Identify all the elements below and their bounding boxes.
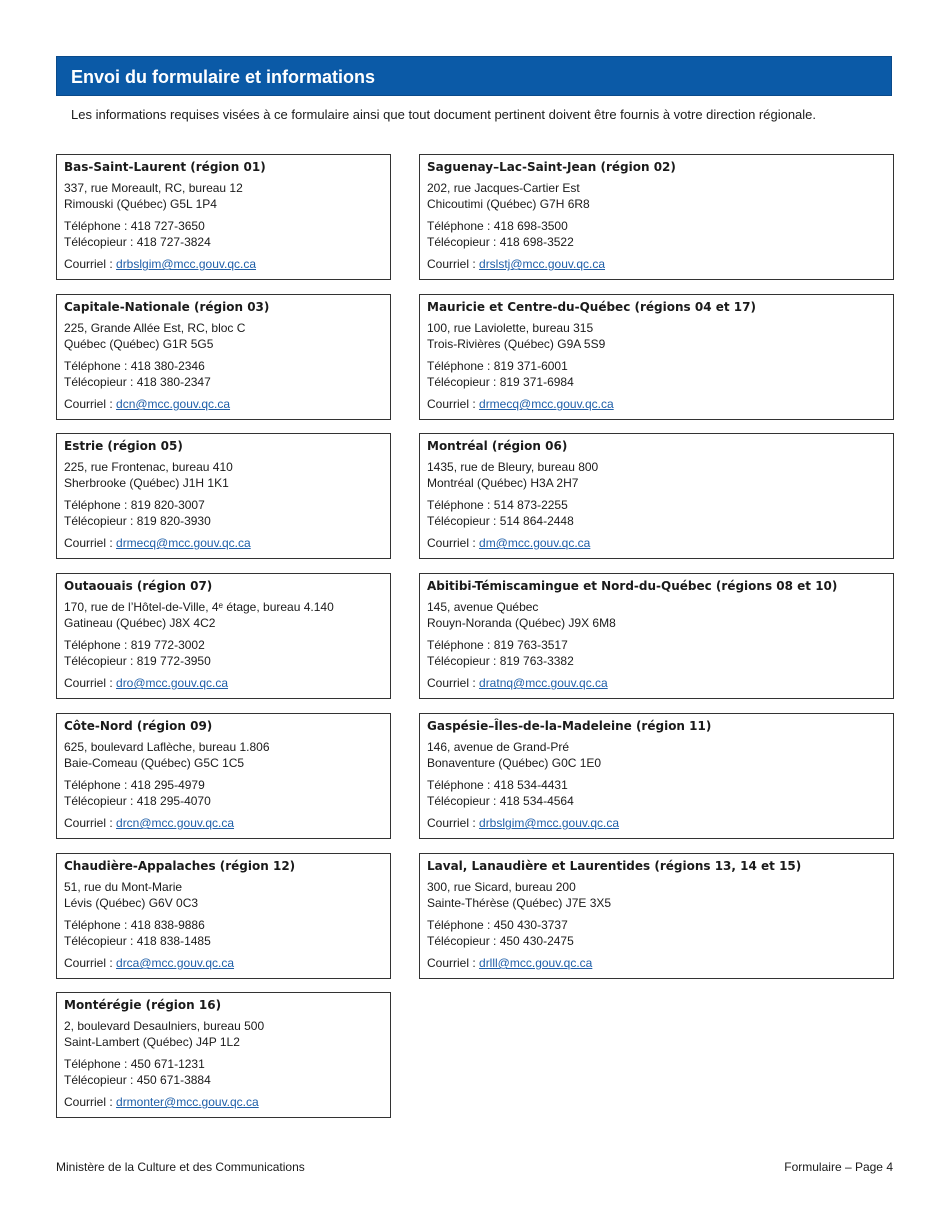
region-title: Outaouais (région 07)	[64, 579, 213, 593]
spacer	[427, 631, 886, 638]
email-link[interactable]: drca@mcc.gouv.qc.ca	[116, 956, 235, 970]
footer-ministry: Ministère de la Culture et des Communications	[56, 1160, 305, 1174]
email-link[interactable]: drlll@mcc.gouv.qc.ca	[479, 956, 593, 970]
spacer	[64, 250, 383, 257]
section-title: Envoi du formulaire et informations	[71, 67, 376, 87]
spacer	[427, 911, 886, 918]
region-card	[56, 154, 391, 280]
email-line	[64, 257, 383, 273]
phone-number: Téléphone : 418 838-9886	[64, 918, 205, 932]
spacer	[64, 529, 383, 536]
email-label: Courriel :	[64, 816, 117, 830]
spacer	[427, 250, 886, 257]
address-line-2: Chicoutimi (Québec) G7H 6R8	[427, 196, 590, 211]
address-line-1: 625, boulevard Laflèche, bureau 1.806	[64, 740, 270, 754]
address-line-2: Trois-Rivières (Québec) G9A 5S9	[427, 336, 606, 351]
address-line-2: Baie-Comeau (Québec) G5C 1C5	[64, 755, 245, 770]
spacer	[427, 771, 886, 778]
address-line-2: Rimouski (Québec) G5L 1P4	[64, 196, 217, 211]
email-line	[427, 956, 886, 972]
address-line-2: Sherbrooke (Québec) J1H 1K1	[64, 475, 229, 490]
email-link[interactable]: drbslgim@mcc.gouv.qc.ca	[116, 257, 257, 271]
email-line	[64, 956, 383, 972]
spacer	[64, 669, 383, 676]
region-card	[419, 573, 894, 699]
region-title: Montérégie (région 16)	[64, 998, 222, 1012]
email-link[interactable]: dro@mcc.gouv.qc.ca	[116, 676, 229, 690]
region-title: Côte-Nord (région 09)	[64, 719, 213, 733]
address-line-1: 202, rue Jacques-Cartier Est	[427, 181, 580, 195]
region-title: Saguenay–Lac-Saint-Jean (région 02)	[427, 160, 676, 174]
email-line	[64, 397, 383, 413]
section-header	[56, 56, 892, 96]
region-title: Estrie (région 05)	[64, 439, 183, 453]
footer-page-number: Formulaire – Page 4	[784, 1160, 893, 1174]
spacer	[64, 1088, 383, 1095]
spacer	[427, 529, 886, 536]
fax-number: Télécopieur : 418 698-3522	[427, 234, 574, 249]
region-title: Montréal (région 06)	[427, 439, 568, 453]
phone-number: Téléphone : 418 295-4979	[64, 778, 205, 792]
region-card	[419, 154, 894, 280]
region-title: Abitibi-Témiscamingue et Nord-du-Québec (régions 08 et 10)	[427, 579, 838, 593]
spacer	[427, 212, 886, 219]
intro-text: Les informations requises visées à ce formulaire ainsi que tout document pertinent doivent être fournis à votre direction régionale.	[71, 107, 817, 122]
address-line-2: Gatineau (Québec) J8X 4C2	[64, 615, 216, 630]
email-label: Courriel :	[427, 816, 480, 830]
address-line-1: 100, rue Laviolette, bureau 315	[427, 321, 594, 335]
email-line	[427, 536, 886, 552]
spacer	[64, 1050, 383, 1057]
email-link[interactable]: drmecq@mcc.gouv.qc.ca	[116, 536, 251, 550]
spacer	[427, 809, 886, 816]
phone-number: Téléphone : 819 772-3002	[64, 638, 205, 652]
email-line	[64, 816, 383, 832]
address-line-2: Lévis (Québec) G6V 0C3	[64, 895, 199, 910]
phone-number: Téléphone : 450 671-1231	[64, 1057, 205, 1071]
fax-number: Télécopieur : 819 371-6984	[427, 374, 574, 389]
phone-number: Téléphone : 418 380-2346	[64, 359, 205, 373]
address-line-1: 51, rue du Mont-Marie	[64, 880, 183, 894]
phone-number: Téléphone : 418 534-4431	[427, 778, 568, 792]
spacer	[64, 949, 383, 956]
region-card	[419, 433, 894, 559]
region-card	[56, 294, 391, 420]
region-card	[56, 433, 391, 559]
spacer	[64, 631, 383, 638]
email-line	[427, 676, 886, 692]
spacer	[64, 352, 383, 359]
fax-number: Télécopieur : 418 727-3824	[64, 234, 211, 249]
email-label: Courriel :	[64, 536, 117, 550]
email-line	[427, 257, 886, 273]
address-line-2: Bonaventure (Québec) G0C 1E0	[427, 755, 602, 770]
region-title: Gaspésie–Îles-de-la-Madeleine (région 11)	[427, 719, 712, 733]
address-line-2: Québec (Québec) G1R 5G5	[64, 336, 214, 351]
email-link[interactable]: drbslgim@mcc.gouv.qc.ca	[479, 816, 620, 830]
address-line-1: 300, rue Sicard, bureau 200	[427, 880, 576, 894]
email-link[interactable]: drslstj@mcc.gouv.qc.ca	[479, 257, 606, 271]
email-label: Courriel :	[427, 257, 480, 271]
region-card	[56, 573, 391, 699]
region-card	[419, 294, 894, 420]
fax-number: Télécopieur : 418 838-1485	[64, 933, 211, 948]
email-label: Courriel :	[64, 956, 117, 970]
email-link[interactable]: drmecq@mcc.gouv.qc.ca	[479, 397, 614, 411]
fax-number: Télécopieur : 450 430-2475	[427, 933, 574, 948]
spacer	[64, 212, 383, 219]
spacer	[427, 390, 886, 397]
email-link[interactable]: dcn@mcc.gouv.qc.ca	[116, 397, 231, 411]
region-card	[56, 713, 391, 839]
email-label: Courriel :	[64, 676, 117, 690]
email-label: Courriel :	[64, 1095, 117, 1109]
fax-number: Télécopieur : 819 763-3382	[427, 653, 574, 668]
region-title: Laval, Lanaudière et Laurentides (régions 13, 14 et 15)	[427, 859, 802, 873]
email-link[interactable]: drcn@mcc.gouv.qc.ca	[116, 816, 235, 830]
region-title: Bas-Saint-Laurent (région 01)	[64, 160, 266, 174]
fax-number: Télécopieur : 418 380-2347	[64, 374, 211, 389]
email-link[interactable]: dratnq@mcc.gouv.qc.ca	[479, 676, 608, 690]
address-line-2: Sainte-Thérèse (Québec) J7E 3X5	[427, 895, 612, 910]
email-label: Courriel :	[64, 257, 117, 271]
fax-number: Télécopieur : 514 864-2448	[427, 513, 574, 528]
region-card	[419, 853, 894, 979]
phone-number: Téléphone : 819 763-3517	[427, 638, 568, 652]
email-label: Courriel :	[427, 536, 480, 550]
spacer	[64, 491, 383, 498]
address-line-1: 1435, rue de Bleury, bureau 800	[427, 460, 599, 474]
address-line-2: Rouyn-Noranda (Québec) J9X 6M8	[427, 615, 616, 630]
spacer	[427, 491, 886, 498]
address-line-2: Saint-Lambert (Québec) J4P 1L2	[64, 1034, 240, 1049]
spacer	[64, 771, 383, 778]
fax-number: Télécopieur : 450 671-3884	[64, 1072, 211, 1087]
fax-number: Télécopieur : 819 772-3950	[64, 653, 211, 668]
region-title: Chaudière-Appalaches (région 12)	[64, 859, 296, 873]
email-line	[427, 816, 886, 832]
email-line	[427, 397, 886, 413]
email-link[interactable]: dm@mcc.gouv.qc.ca	[479, 536, 591, 550]
spacer	[64, 390, 383, 397]
phone-number: Téléphone : 819 820-3007	[64, 498, 205, 512]
spacer	[64, 809, 383, 816]
email-link[interactable]: drmonter@mcc.gouv.qc.ca	[116, 1095, 259, 1109]
address-line-1: 146, avenue de Grand-Pré	[427, 740, 570, 754]
spacer	[427, 669, 886, 676]
address-line-1: 225, rue Frontenac, bureau 410	[64, 460, 233, 474]
email-line	[64, 1095, 383, 1111]
fax-number: Télécopieur : 819 820-3930	[64, 513, 211, 528]
region-card	[56, 853, 391, 979]
spacer	[64, 911, 383, 918]
address-line-1: 337, rue Moreault, RC, bureau 12	[64, 181, 243, 195]
fax-number: Télécopieur : 418 295-4070	[64, 793, 211, 808]
phone-number: Téléphone : 819 371-6001	[427, 359, 568, 373]
email-label: Courriel :	[427, 676, 480, 690]
region-card	[419, 713, 894, 839]
fax-number: Télécopieur : 418 534-4564	[427, 793, 574, 808]
email-line	[64, 536, 383, 552]
phone-number: Téléphone : 514 873-2255	[427, 498, 568, 512]
spacer	[427, 949, 886, 956]
email-label: Courriel :	[427, 956, 480, 970]
address-line-1: 170, rue de l’Hôtel-de-Ville, 4ᵉ étage, bureau 4.140	[64, 600, 334, 614]
phone-number: Téléphone : 450 430-3737	[427, 918, 568, 932]
address-line-1: 225, Grande Allée Est, RC, bloc C	[64, 321, 246, 335]
phone-number: Téléphone : 418 727-3650	[64, 219, 205, 233]
region-title: Capitale-Nationale (région 03)	[64, 300, 270, 314]
email-label: Courriel :	[427, 397, 480, 411]
address-line-2: Montréal (Québec) H3A 2H7	[427, 475, 579, 490]
address-line-1: 145, avenue Québec	[427, 600, 539, 614]
email-line	[64, 676, 383, 692]
phone-number: Téléphone : 418 698-3500	[427, 219, 568, 233]
region-title: Mauricie et Centre-du-Québec (régions 04 et 17)	[427, 300, 756, 314]
email-label: Courriel :	[64, 397, 117, 411]
region-card	[56, 992, 391, 1118]
address-line-1: 2, boulevard Desaulniers, bureau 500	[64, 1019, 265, 1033]
spacer	[427, 352, 886, 359]
